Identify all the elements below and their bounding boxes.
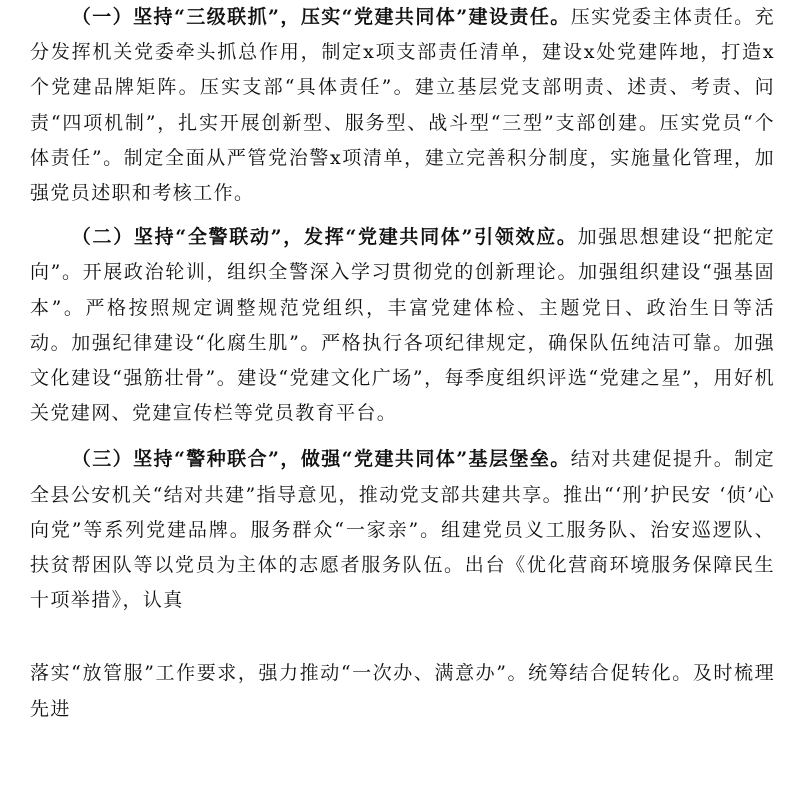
paragraph-4 bbox=[30, 656, 775, 726]
paragraph-4-body: 落实“放管服”工作要求，强力推动“一次办、满意办”。统筹结合促转化。及时梳理先进 bbox=[30, 662, 775, 720]
paragraph-1-body: 压实党委主体责任。充分发挥机关党委牵头抓总作用，制定x项支部责任清单，建设x处党建阵地，打造x个党建品牌矩阵。压实支部“具体责任”。建立基层党支部明责、述责、考责、问责“四项机制”，扎实开展创新型、服务型、战斗型“三型”支部创建。压实党员“个体责任”。制定全面从严管党治警x项清单，建立完善积分制度，实施量化管理，加强党员述职和考核工作。 bbox=[30, 6, 775, 205]
paragraph-2-body: 加强思想建设“把舵定向”。开展政治轮训，组织全警深入学习贯彻党的创新理论。加强组织建设“强基固本”。严格按照规定调整规范党组织，丰富党建体检、主题党日、政治生日等活动。加强纪律建设“化腐生肌”。严格执行各项纪律规定，确保队伍纯洁可靠。加强文化建设“强筋壮骨”。建设“党建文化广场”，每季度组织评选“党建之星”，用好机关党建网、党建宣传栏等党员教育平台。 bbox=[30, 226, 775, 425]
paragraph-2-heading: （二）坚持“全警联动”，发挥“党建共同体”引领效应。 bbox=[71, 226, 578, 249]
paragraph-3-body: 结对共建促提升。制定全县公安机关“结对共建”指导意见，推动党支部共建共享。推出“‘刑’护民安 ‘侦’心向党”等系列党建品牌。服务群众“一家亲”。组建党员义工服务队、治安巡逻队、扶贫帮困队等以党员为主体的志愿者服务队伍。出台《优化营商环境服务保障民生十项举措》，认真 bbox=[30, 448, 775, 612]
paragraph-2 bbox=[30, 220, 775, 431]
paragraph-3-heading: （三）坚持“警种联合”，做强“党建共同体”基层堡垒。 bbox=[71, 448, 571, 471]
paragraph-1 bbox=[30, 0, 775, 211]
paragraph-3 bbox=[30, 442, 775, 618]
document-page bbox=[30, 0, 775, 727]
paragraph-1-heading: （一）坚持“三级联抓”，压实“党建共同体”建设责任。 bbox=[71, 6, 571, 28]
